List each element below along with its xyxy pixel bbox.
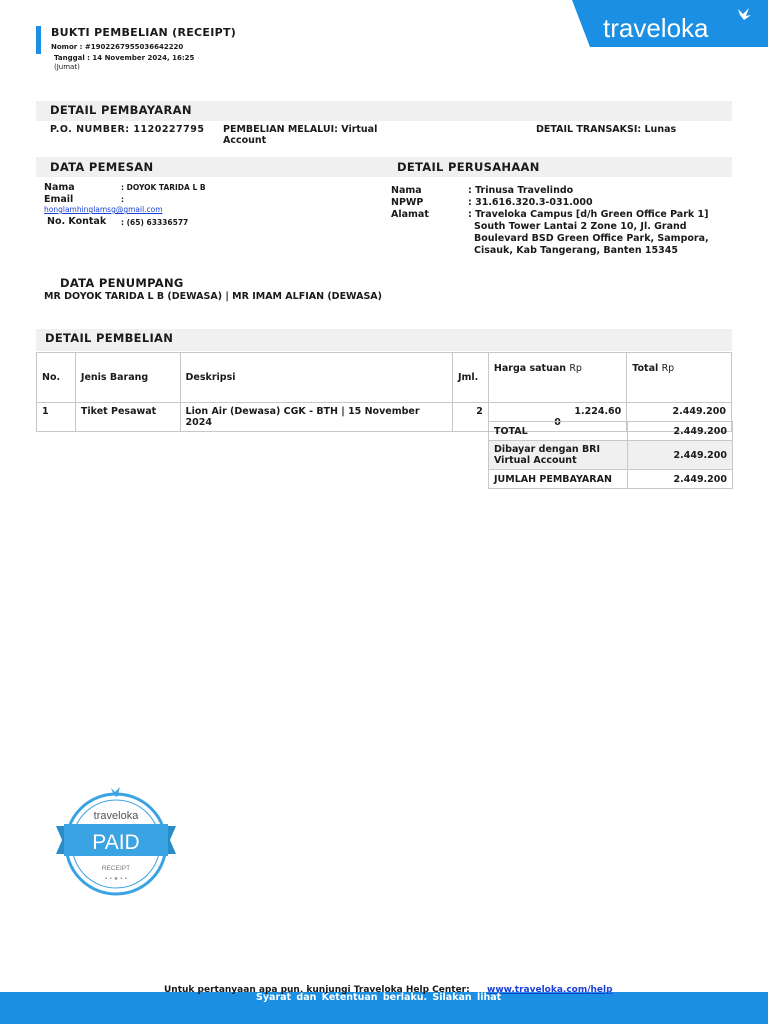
passenger-list: MR DOYOK TARIDA L B (DEWASA) | MR IMAM ALFIAN (DEWASA) bbox=[44, 291, 383, 302]
help-center-link[interactable]: www.traveloka.com/help bbox=[487, 985, 613, 995]
summary-row bbox=[489, 441, 733, 470]
buyer-section-title: DATA PEMESAN bbox=[50, 160, 154, 174]
col-total bbox=[627, 353, 732, 403]
col-harga-label: Harga satuan bbox=[493, 363, 567, 374]
summary-grand-value: 2.449.200 bbox=[628, 470, 733, 489]
stamp-sub: RECEIPT bbox=[101, 865, 131, 872]
purchase-via-cont: Account bbox=[223, 135, 267, 146]
col-harga-unit: Rp bbox=[569, 363, 582, 374]
footer-question: Untuk pertanyaan apa pun, kunjungi Traveloka Help Center: bbox=[164, 985, 470, 995]
logo-wordmark: traveloka bbox=[603, 13, 709, 43]
passenger-section-title-clip bbox=[60, 274, 260, 290]
summary-total-label: TOTAL bbox=[489, 422, 628, 441]
transaction-status: DETAIL TRANSAKSI: Lunas bbox=[536, 124, 677, 135]
company-address-line: South Tower Lantai 2 Zone 10, Jl. Grand bbox=[474, 221, 687, 232]
col-deskripsi: Deskripsi bbox=[180, 353, 452, 403]
row-deskripsi: Lion Air (Dewasa) CGK - BTH | 15 November 2024 bbox=[180, 403, 452, 432]
buyer-email-sep: : bbox=[121, 195, 124, 204]
company-name-label: Nama bbox=[391, 185, 422, 196]
summary-row bbox=[489, 422, 733, 441]
paid-stamp bbox=[54, 782, 184, 900]
table-header-row bbox=[37, 353, 732, 403]
company-npwp-value: : 31.616.320.3-031.000 bbox=[468, 197, 593, 208]
col-harga bbox=[488, 353, 626, 403]
row-jenis: Tiket Pesawat bbox=[75, 403, 180, 432]
row-no: 1 bbox=[37, 403, 76, 432]
col-jenis: Jenis Barang bbox=[75, 353, 180, 403]
buyer-email-label: Email bbox=[44, 194, 74, 205]
row-harga-wrap: 0 bbox=[554, 417, 561, 428]
purchase-section-title: DETAIL PEMBELIAN bbox=[45, 331, 174, 345]
summary-total-value: 2.449.200 bbox=[628, 422, 733, 441]
receipt-day: (Jumat) bbox=[54, 63, 80, 71]
row-jml: 2 bbox=[452, 403, 488, 432]
title-accent-bar bbox=[36, 26, 41, 54]
company-address-label: Alamat bbox=[391, 209, 429, 220]
col-no: No. bbox=[37, 353, 76, 403]
purchase-table bbox=[36, 352, 732, 432]
col-total-label: Total bbox=[632, 363, 659, 374]
buyer-email-link[interactable]: honglamhinglamsg@gmail.com bbox=[44, 205, 163, 214]
company-section-title: DETAIL PERUSAHAAN bbox=[397, 160, 540, 174]
col-total-unit: Rp bbox=[661, 363, 675, 374]
stamp-status: PAID bbox=[92, 831, 140, 854]
company-address-line: Boulevard BSD Green Office Park, Sampora, bbox=[474, 233, 709, 244]
buyer-name-label: Nama bbox=[44, 182, 75, 193]
traveloka-logo bbox=[572, 0, 768, 47]
summary-grand-label: JUMLAH PEMBAYARAN bbox=[489, 470, 628, 489]
footer-terms: Syarat dan Ketentuan berlaku. Silakan lihat bbox=[256, 992, 502, 1003]
po-number: P.O. NUMBER: 1120227795 bbox=[50, 124, 205, 135]
company-address-line: Cisauk, Kab Tangerang, Banten 15345 bbox=[474, 245, 678, 256]
summary-table bbox=[488, 421, 733, 489]
purchase-via: PEMBELIAN MELALUI: Virtual bbox=[223, 124, 378, 135]
receipt-title: BUKTI PEMBELIAN (RECEIPT) bbox=[51, 26, 237, 39]
company-npwp-label: NPWP bbox=[391, 197, 424, 208]
summary-paid-value: 2.449.200 bbox=[628, 441, 733, 470]
summary-paid-label: Dibayar dengan BRI Virtual Account bbox=[489, 441, 628, 470]
stamp-brand: traveloka bbox=[93, 810, 139, 822]
stamp-stars-icon: • • ★ • • bbox=[104, 876, 128, 882]
receipt-date: Tanggal : 14 November 2024, 16:25 bbox=[54, 54, 195, 62]
row-total: 2.449.200 bbox=[627, 403, 732, 432]
company-address-line: : Traveloka Campus [d/h Green Office Park 1] bbox=[468, 209, 709, 220]
row-harga-value: 1.224.60 bbox=[574, 406, 622, 417]
buyer-name-value: : DOYOK TARIDA L B bbox=[121, 183, 206, 192]
company-name-value: : Trinusa Travelindo bbox=[468, 185, 574, 196]
summary-row bbox=[489, 470, 733, 489]
payment-section-title: DETAIL PEMBAYARAN bbox=[50, 103, 192, 117]
buyer-contact-value: : (65) 63336577 bbox=[121, 218, 189, 227]
receipt-number: Nomor : #1902267955036642220 bbox=[51, 43, 184, 51]
col-jml: Jml. bbox=[452, 353, 488, 403]
passenger-section-title: DATA PENUMPANG bbox=[60, 276, 184, 290]
buyer-contact-label: No. Kontak bbox=[47, 216, 107, 227]
